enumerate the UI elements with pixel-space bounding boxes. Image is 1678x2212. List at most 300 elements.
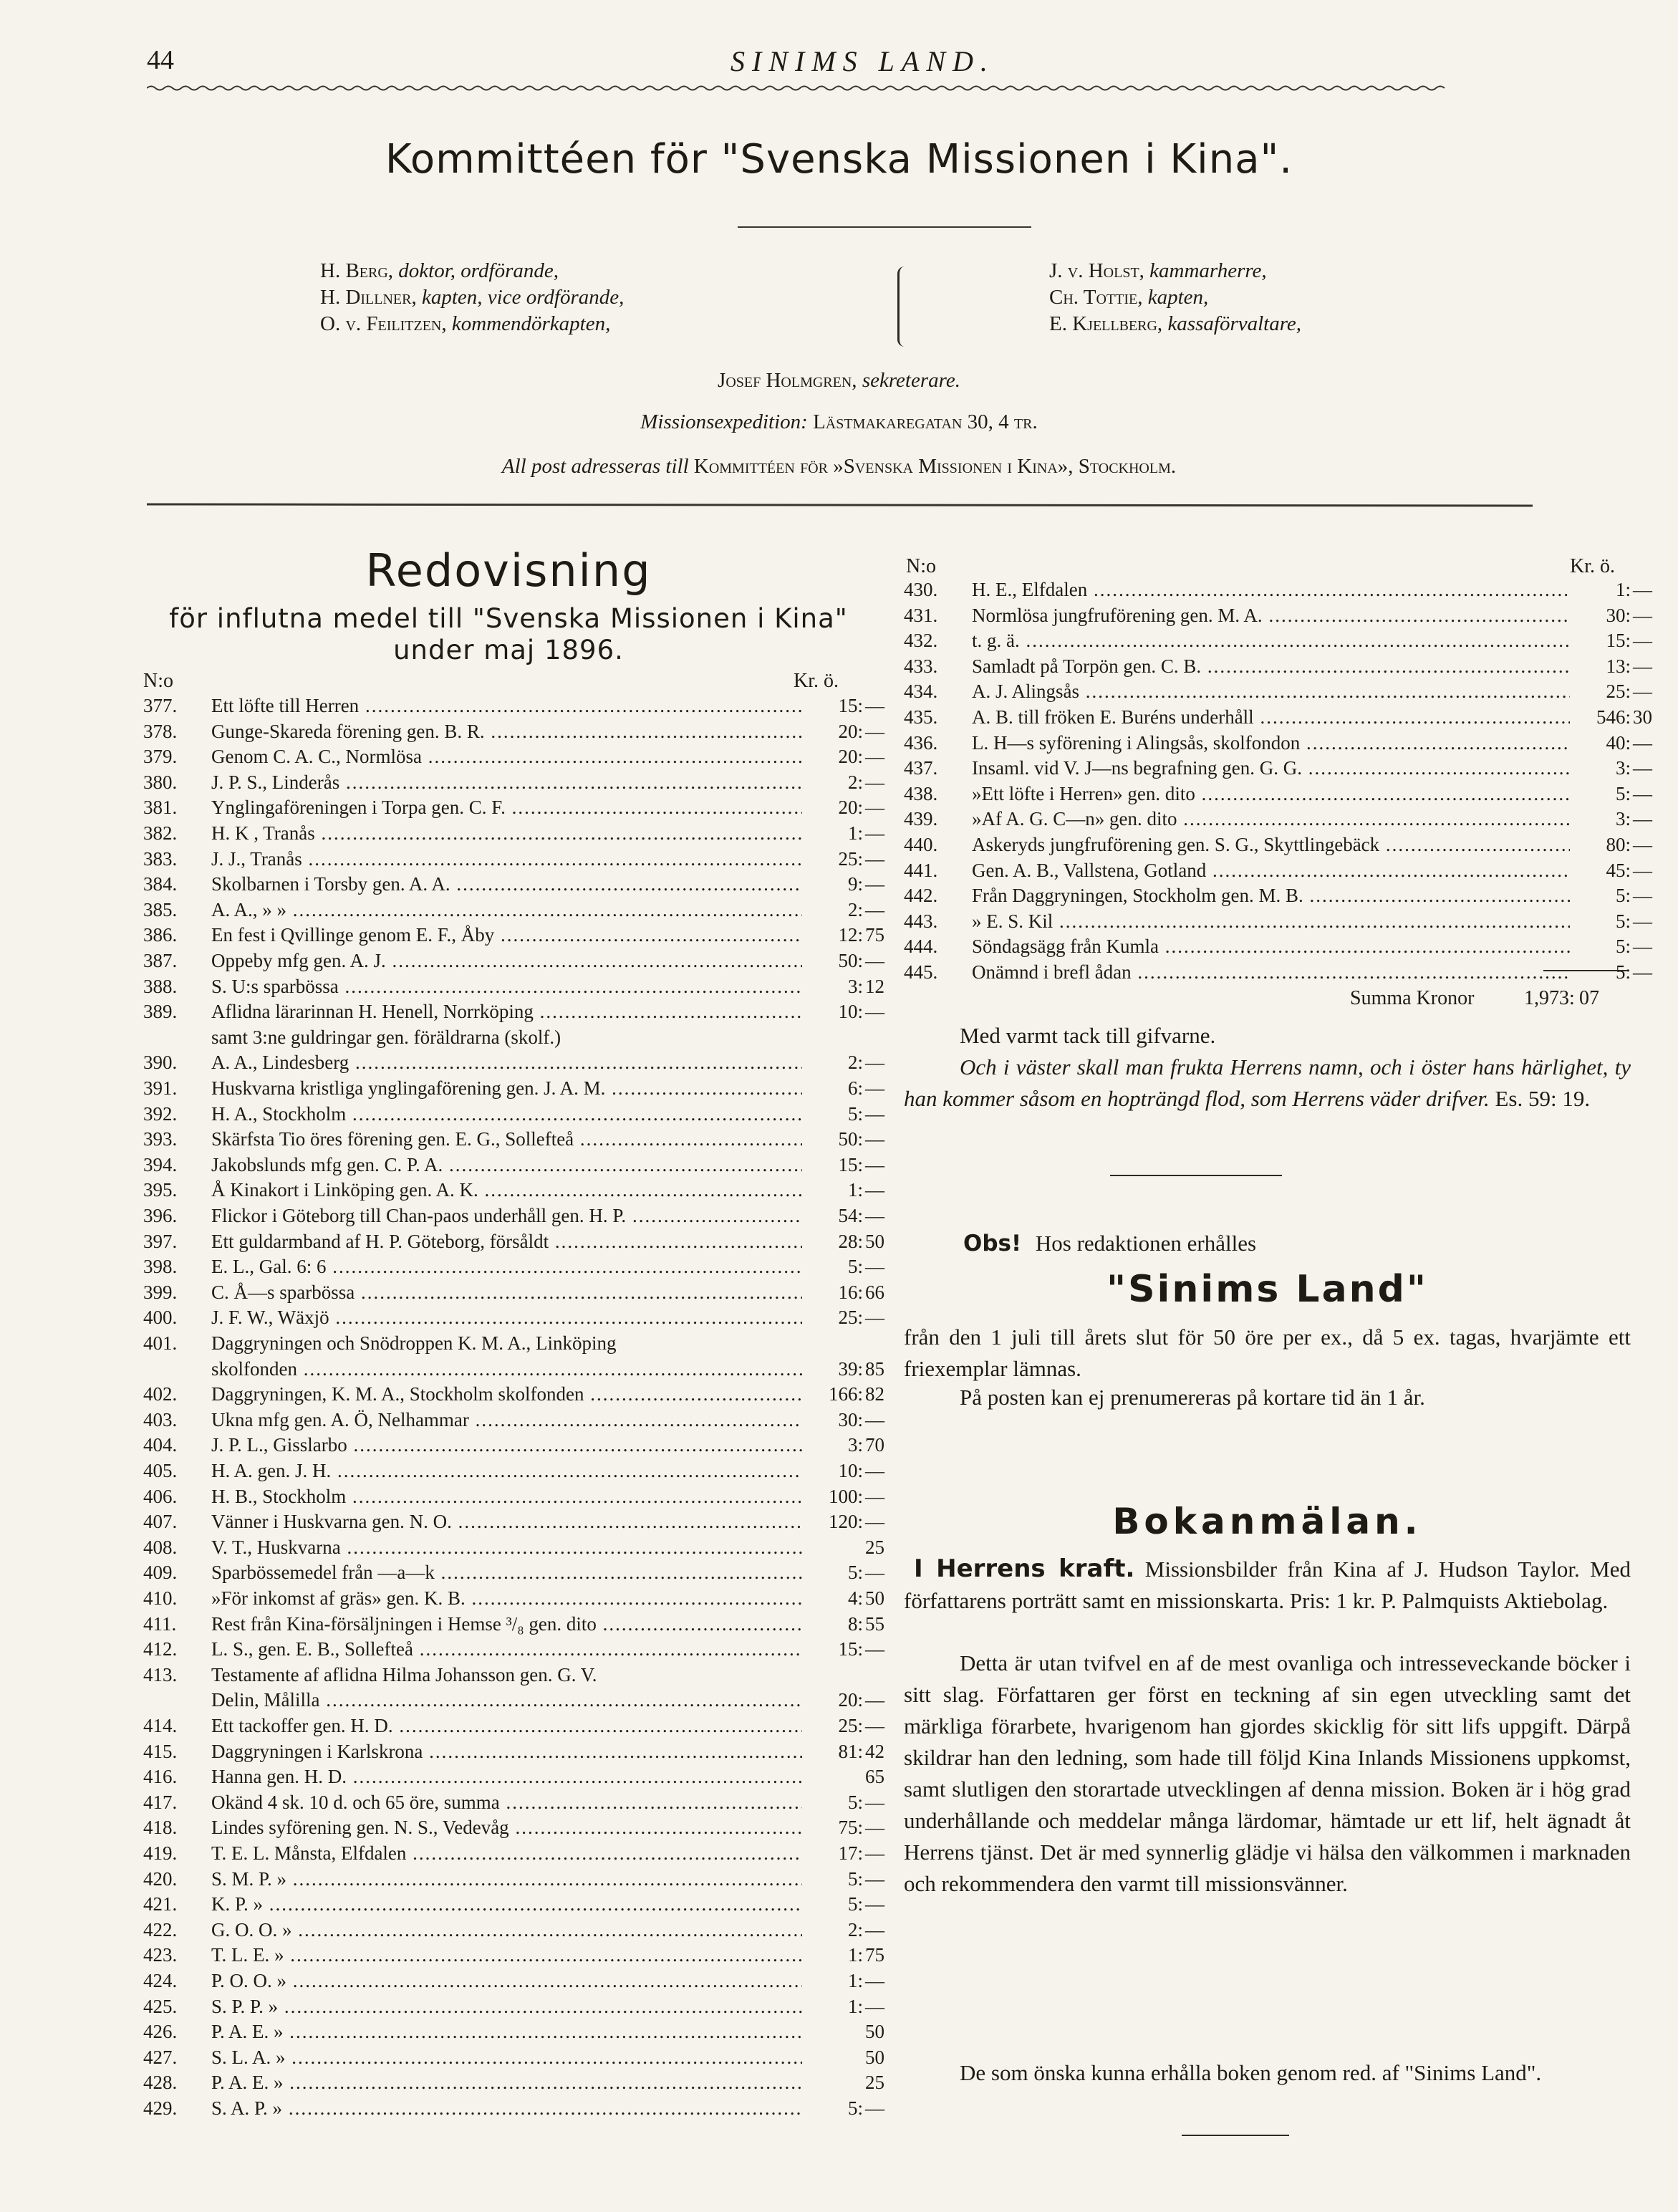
row-number: 433. — [904, 655, 938, 677]
row-description: J. F. W., Wäxjö ..... — [211, 1307, 802, 1329]
row-ore: 85 — [865, 1357, 884, 1380]
row-description: P. A. E. » ..... — [211, 2072, 802, 2094]
row-number: 379. — [143, 746, 178, 768]
row-kronor: 5: — [847, 1102, 863, 1125]
row-ore: — — [1633, 579, 1652, 600]
row-description: L. S., gen. E. B., Sollefteå ..... — [211, 1638, 802, 1660]
row-description: A. B. till fröken E. Buréns underhåll ..... — [972, 706, 1570, 728]
row-description: Ett löfte till Herren ..... — [211, 695, 802, 717]
row-kronor: 25: — [1606, 681, 1631, 703]
contribution-row — [904, 859, 1652, 884]
contribution-row — [143, 1332, 867, 1357]
row-number: 383. — [143, 847, 178, 870]
row-description: H. B., Stockholm ..... — [211, 1486, 802, 1508]
row-kronor: 5: — [1615, 885, 1631, 907]
row-kronor: 6: — [847, 1077, 863, 1099]
row-number: 419. — [143, 1842, 178, 1864]
contribution-row — [143, 1511, 884, 1535]
contribution-row — [904, 604, 1652, 629]
row-number: 442. — [904, 885, 938, 907]
row-number: 413. — [143, 1663, 178, 1686]
row-number: 415. — [143, 1740, 178, 1762]
row-kronor: 5: — [847, 1893, 863, 1915]
row-ore: 25 — [865, 1536, 884, 1558]
row-ore: — — [1633, 681, 1652, 703]
row-kronor: 75: — [838, 1817, 863, 1839]
row-kronor: 5: — [847, 1562, 863, 1584]
row-ore: — — [865, 771, 884, 793]
row-ore: — — [865, 1867, 884, 1890]
member-row — [320, 284, 624, 311]
row-description: Genom C. A. C., Normlösa ..... — [211, 746, 802, 768]
row-description: Samladt på Torpön gen. C. B. ..... — [972, 655, 1570, 678]
row-description: Delin, Målilla ..... — [211, 1689, 802, 1711]
contribution-row — [904, 885, 1652, 909]
member-role: kapten, — [1147, 286, 1209, 309]
row-description: T. E. L. Månsta, Elfdalen ..... — [211, 1842, 802, 1865]
contribution-row — [143, 1153, 884, 1178]
row-number: 417. — [143, 1791, 178, 1813]
contribution-row — [143, 1970, 884, 1994]
row-kronor: 20: — [838, 797, 863, 819]
row-description: J. P. L., Gisslarbo ..... — [211, 1434, 802, 1456]
row-kronor: 2: — [847, 1052, 863, 1074]
row-description: Jakobslunds mfg gen. C. P. A. ..... — [211, 1154, 802, 1176]
row-number: 384. — [143, 873, 178, 895]
row-description: Ynglingaföreningen i Torpa gen. C. F. ..... — [211, 797, 802, 819]
sum-kr: 1,973: — [1524, 987, 1575, 1009]
row-number: 404. — [143, 1434, 178, 1456]
contribution-row — [143, 975, 884, 1000]
row-description: Ett tackoffer gen. H. D. ..... — [211, 1715, 802, 1737]
row-kronor: 100: — [828, 1485, 863, 1507]
row-ore: — — [865, 1511, 884, 1533]
row-ore: 50 — [865, 1230, 884, 1252]
redovisning-title: Redovisning — [365, 544, 652, 597]
row-kronor: 1: — [847, 1944, 863, 1966]
row-number: 391. — [143, 1077, 178, 1099]
row-number: 400. — [143, 1307, 178, 1329]
row-number: 422. — [143, 1918, 178, 1941]
row-number: 431. — [904, 604, 938, 626]
quote-divider — [1110, 1175, 1282, 1176]
row-number: 406. — [143, 1485, 178, 1507]
row-description: samt 3:ne guldringar gen. föräldrarna (skolf.) — [211, 1026, 561, 1048]
member-name: H. Berg, — [320, 259, 394, 282]
row-kronor: 4: — [847, 1587, 863, 1609]
row-kronor: 5: — [847, 1791, 863, 1813]
contribution-row — [904, 757, 1652, 782]
row-ore: — — [865, 1102, 884, 1125]
row-ore: 50 — [865, 2021, 884, 2043]
row-kronor: 15: — [838, 695, 863, 716]
secretary-role: sekreterare. — [862, 369, 960, 392]
member-row — [320, 311, 624, 337]
row-ore: — — [865, 1460, 884, 1481]
contribution-row — [143, 720, 884, 745]
committee-right-members — [1049, 258, 1301, 337]
row-description: H. A. gen. J. H. ..... — [211, 1460, 802, 1482]
row-description: Huskvarna kristliga ynglingaförening gen. J. A. M. ..... — [211, 1077, 802, 1100]
row-ore: — — [1633, 910, 1652, 932]
row-description: T. L. E. » ..... — [211, 1944, 802, 1966]
row-description: S. P. P. » ..... — [211, 1996, 802, 2018]
row-ore: — — [1633, 782, 1652, 804]
row-ore: — — [865, 898, 884, 920]
row-description: Onämnd i brefl ådan ..... — [972, 961, 1570, 984]
row-number: 441. — [904, 859, 938, 881]
contribution-row — [143, 2046, 884, 2071]
row-kronor: 28: — [838, 1230, 863, 1252]
member-row — [1049, 311, 1301, 337]
header-wavy-rule — [147, 85, 1533, 92]
row-kronor: 45: — [1606, 859, 1631, 881]
obs-magazine-title: "Sinims Land" — [1106, 1268, 1428, 1311]
row-number: 395. — [143, 1179, 178, 1201]
row-kronor: 50: — [838, 950, 863, 971]
contribution-row — [143, 1052, 884, 1076]
contribution-row — [904, 630, 1652, 654]
row-ore: — — [865, 950, 884, 971]
row-description: S. A. P. » ..... — [211, 2097, 802, 2120]
book-order-paragraph: De som önska kunna erhålla boken genom red. af "Sinims Land". — [960, 2060, 1542, 2085]
row-description: »Ett löfte i Herren» gen. dito ..... — [972, 783, 1570, 805]
row-description: H. A., Stockholm ..... — [211, 1103, 802, 1125]
row-number: 386. — [143, 924, 178, 946]
contribution-row — [143, 1383, 884, 1408]
contribution-row — [143, 847, 884, 872]
row-number: 444. — [904, 936, 938, 958]
row-ore: — — [1633, 630, 1652, 652]
contribution-row — [143, 1867, 884, 1893]
row-kronor: 2: — [847, 898, 863, 920]
row-number: 387. — [143, 950, 178, 971]
contribution-row — [143, 1230, 884, 1255]
sum-ore: 07 — [1579, 987, 1599, 1009]
row-ore: — — [865, 847, 884, 870]
contribution-row — [143, 1587, 884, 1612]
contribution-row — [143, 1485, 884, 1510]
row-number: 438. — [904, 782, 938, 804]
row-ore: — — [1633, 961, 1652, 983]
row-ore: 50 — [865, 1587, 884, 1609]
row-kronor: 5: — [1615, 936, 1631, 958]
obs-label: Obs! — [963, 1231, 1022, 1256]
contribution-row — [143, 1281, 884, 1306]
contribution-row — [904, 579, 1652, 603]
contribution-row — [143, 1842, 884, 1867]
row-kronor: 3: — [847, 1434, 863, 1456]
row-description: Söndagsägg från Kumla ..... — [972, 936, 1570, 958]
member-name: Ch. Tottie, — [1049, 286, 1143, 309]
expedition-line — [0, 410, 1678, 434]
row-number: 421. — [143, 1893, 178, 1915]
row-number: 435. — [904, 706, 938, 728]
contribution-row — [143, 1562, 884, 1586]
member-name: H. Dillner, — [320, 286, 417, 309]
contribution-row — [143, 1766, 884, 1790]
row-number: 434. — [904, 681, 938, 703]
subtitle-line-2: under maj 1896. — [393, 635, 624, 665]
obs-line — [963, 1231, 1256, 1256]
row-number: 437. — [904, 757, 938, 779]
row-number: 403. — [143, 1408, 178, 1430]
row-ore: — — [865, 1205, 884, 1226]
row-description: t. g. ä. ..... — [972, 630, 1570, 652]
contribution-row — [904, 834, 1652, 858]
row-number: 381. — [143, 797, 178, 819]
row-ore: — — [865, 1408, 884, 1430]
row-ore: — — [1633, 885, 1652, 907]
row-kronor: 12: — [838, 924, 863, 946]
row-number: 401. — [143, 1332, 178, 1354]
row-kronor: 166: — [828, 1383, 863, 1405]
row-number: 396. — [143, 1205, 178, 1226]
row-kronor: 25: — [838, 847, 863, 870]
row-kronor: 30: — [1606, 604, 1631, 626]
row-description: Daggryningen i Karlskrona ..... — [211, 1741, 802, 1763]
row-kronor: 2: — [847, 1918, 863, 1941]
row-number: 377. — [143, 695, 178, 716]
member-role: kommendörkapten, — [451, 312, 611, 335]
contribution-row — [143, 1995, 884, 2020]
sum-underline — [1543, 970, 1629, 971]
row-number: 392. — [143, 1102, 178, 1125]
row-kronor: 3: — [847, 975, 863, 997]
row-description: H. E., Elfdalen ..... — [972, 579, 1570, 601]
member-role: kapten, vice ordförande, — [421, 286, 625, 309]
row-description: S. M. P. » ..... — [211, 1868, 802, 1890]
row-number: 420. — [143, 1867, 178, 1890]
row-ore: — — [1633, 757, 1652, 779]
row-kronor: 5: — [1615, 910, 1631, 932]
row-ore: 65 — [865, 1766, 884, 1788]
row-number: 390. — [143, 1052, 178, 1074]
book-title: I Herrens kraft. — [914, 1554, 1135, 1583]
row-ore: — — [865, 1562, 884, 1584]
row-ore: — — [865, 1970, 884, 1991]
post-address: Kommittéen för »Svenska Missionen i Kina», Stockholm. — [693, 455, 1177, 478]
row-description: J. P. S., Linderås ..... — [211, 771, 802, 794]
committee-title: Kommittéen för "Svenska Missionen i Kina". — [385, 136, 1293, 183]
page-number: 44 — [147, 45, 174, 75]
left-col-no-header: N:o — [143, 670, 173, 692]
contribution-row — [143, 1664, 867, 1688]
left-col-kr-header: Kr. ö. — [794, 670, 839, 692]
row-kronor: 16: — [838, 1281, 863, 1303]
row-description: Från Daggryningen, Stockholm gen. M. B. ..... — [972, 885, 1570, 907]
row-description: Daggryningen och Snödroppen K. M. A., Linköping — [211, 1332, 617, 1354]
row-number: 405. — [143, 1460, 178, 1481]
row-ore: — — [1633, 655, 1652, 677]
row-ore: — — [865, 1052, 884, 1074]
row-number: 398. — [143, 1256, 178, 1278]
contribution-row — [904, 655, 1652, 680]
row-kronor: 80: — [1606, 834, 1631, 855]
contribution-row — [143, 2097, 884, 2122]
row-kronor: 17: — [838, 1842, 863, 1864]
contribution-row — [904, 681, 1652, 705]
contribution-row — [143, 822, 884, 847]
row-number: 430. — [904, 579, 938, 600]
row-description: Daggryningen, K. M. A., Stockholm skolfonden ..... — [211, 1383, 802, 1405]
contribution-row — [904, 961, 1652, 986]
row-number: 424. — [143, 1970, 178, 1991]
row-description: Oppeby mfg gen. A. J. ..... — [211, 950, 802, 972]
row-description: »För inkomst af gräs» gen. K. B. ..... — [211, 1587, 802, 1610]
contribution-row — [143, 1740, 884, 1765]
row-kronor: 120: — [828, 1511, 863, 1533]
row-number: 382. — [143, 822, 178, 844]
row-ore: — — [865, 822, 884, 844]
contribution-row — [143, 873, 884, 898]
row-kronor: 39: — [838, 1357, 863, 1380]
row-description: Ett guldarmband af H. P. Göteborg, försåldt ..... — [211, 1231, 802, 1253]
right-col-no-header: N:o — [906, 555, 936, 577]
contribution-row — [904, 706, 1652, 731]
row-number: 393. — [143, 1128, 178, 1150]
row-description: Skärfsta Tio öres förening gen. E. G., Sollefteå ..... — [211, 1128, 802, 1150]
row-kronor: 9: — [847, 873, 863, 895]
obs-paragraph: från den 1 juli till årets slut för 50 öre per ex., då 5 ex. tagas, hvarjämte ett friexemplar lämnas. — [904, 1324, 1631, 1381]
contribution-row — [904, 731, 1652, 756]
row-kronor: 1: — [847, 1179, 863, 1201]
row-number: 426. — [143, 2021, 178, 2043]
post-label: All post adresseras till — [501, 455, 689, 478]
contribution-row — [143, 1612, 884, 1638]
row-ore: — — [865, 797, 884, 819]
row-ore: 82 — [865, 1383, 884, 1405]
row-ore: 25 — [865, 2072, 884, 2094]
contribution-row — [143, 2021, 884, 2045]
contribution-row — [143, 1102, 884, 1127]
row-number: 427. — [143, 2046, 178, 2068]
contribution-row — [143, 1179, 884, 1203]
contribution-row — [143, 1460, 884, 1484]
member-role: kassaförvaltare, — [1167, 312, 1302, 335]
row-ore: — — [865, 720, 884, 742]
row-description: S. L. A. » ..... — [211, 2047, 802, 2069]
member-row — [320, 258, 624, 284]
row-kronor: 5: — [847, 2097, 863, 2119]
member-name: O. v. Feilitzen, — [320, 312, 447, 335]
end-divider — [1182, 2135, 1289, 2136]
row-ore: 30 — [1633, 706, 1652, 728]
row-description: V. T., Huskvarna ..... — [211, 1537, 802, 1559]
quote-reference: Es. 59: 19. — [1495, 1086, 1591, 1111]
row-number: 407. — [143, 1511, 178, 1533]
row-ore: — — [865, 1001, 884, 1023]
row-ore: — — [865, 1128, 884, 1150]
row-description: Å Kinakort i Linköping gen. A. K. ..... — [211, 1179, 802, 1201]
row-ore: — — [865, 1918, 884, 1941]
row-description: Askeryds jungfruförening gen. S. G., Skyttlingebäck ..... — [972, 834, 1570, 856]
contribution-row — [143, 1434, 884, 1458]
row-number: 412. — [143, 1638, 178, 1660]
contribution-row — [904, 782, 1652, 807]
quote-text: Och i väster skall man frukta Herrens namn, och i öster hans härlighet, ty han kommer såsom en hopträngd flod, som Herrens väder drifver. — [904, 1054, 1631, 1111]
row-ore: — — [865, 2097, 884, 2119]
row-number: 410. — [143, 1587, 178, 1609]
row-ore: — — [865, 1995, 884, 2017]
row-kronor: 2: — [847, 771, 863, 793]
running-title: SINIMS LAND. — [730, 45, 995, 77]
row-description: Skolbarnen i Torsby gen. A. A. ..... — [211, 873, 802, 895]
row-number: 428. — [143, 2072, 178, 2094]
row-description: Gunge-Skareda förening gen. B. R. ..... — [211, 721, 802, 743]
row-ore: — — [1633, 936, 1652, 958]
row-number: 380. — [143, 771, 178, 793]
row-ore: — — [1633, 834, 1652, 855]
contribution-row — [143, 2072, 884, 2096]
secretary-line — [0, 369, 1678, 393]
subtitle-line-1: för influtna medel till "Svenska Missionen i Kina" — [169, 603, 848, 634]
row-ore: — — [865, 1077, 884, 1099]
redovisning-subtitle — [140, 603, 877, 666]
row-kronor: 25: — [838, 1307, 863, 1329]
row-number: 443. — [904, 910, 938, 932]
row-description: Hanna gen. H. D. ..... — [211, 1766, 802, 1788]
secretary-name: Josef Holmgren, — [718, 369, 857, 392]
member-row — [1049, 258, 1301, 284]
row-description: A. A., » » ..... — [211, 899, 802, 921]
row-number: 389. — [143, 1001, 178, 1023]
row-ore: 42 — [865, 1740, 884, 1762]
row-kronor: 1: — [847, 1995, 863, 2017]
member-row — [1049, 284, 1301, 311]
row-ore: — — [865, 1485, 884, 1507]
contribution-row — [143, 1256, 884, 1280]
member-name: J. v. Holst, — [1049, 259, 1144, 282]
row-description: L. H—s syförening i Alingsås, skolfondon ..... — [972, 732, 1570, 754]
row-description: » E. S. Kil ..... — [972, 910, 1570, 933]
row-number: 408. — [143, 1536, 178, 1558]
row-ore: 66 — [865, 1281, 884, 1303]
row-kronor: 5: — [1615, 782, 1631, 804]
contribution-row — [143, 950, 884, 974]
row-number: 432. — [904, 630, 938, 652]
row-description: »Af A. G. C—n» gen. dito ..... — [972, 808, 1570, 830]
contribution-row — [143, 1893, 884, 1918]
row-description: Insaml. vid V. J—ns begrafning gen. G. G. ..... — [972, 757, 1570, 779]
book-review-paragraph: Detta är utan tvifvel en af de mest ovanliga och intresseveckande böcker i sitt slag. Författaren ger först en teckning af sin egen utveckling samt det märkliga förarbete, hvarigenom han gjordes skicklig för sitt lifs uppgift. Därpå skildrar han den ledning, som hade till följd Kina Inlands Missionens uppkomst, samt slutligen den storartade utvecklingen af denna mission. Boken är i hög grad underhållande och meddelar många lärdomar, hämtade ur ett lif, helt ägnadt åt Herrens tjänst. Det är med synnerlig glädje vi hälsa den välkommen i marknaden och rekommendera den varmt till missionsvänner. — [904, 1650, 1631, 1896]
contribution-row — [143, 1357, 884, 1382]
row-kronor: 81: — [838, 1740, 863, 1762]
row-ore: 55 — [865, 1612, 884, 1635]
row-description: A. A., Lindesberg ..... — [211, 1052, 802, 1074]
row-number: 445. — [904, 961, 938, 983]
scripture-quote — [904, 1052, 1631, 1115]
contribution-row — [143, 1128, 884, 1153]
row-description: G. O. O. » ..... — [211, 1919, 802, 1941]
row-ore: — — [865, 1256, 884, 1278]
row-kronor: 15: — [838, 1153, 863, 1175]
row-number: 409. — [143, 1562, 178, 1584]
row-number: 425. — [143, 1995, 178, 2017]
contribution-row — [904, 910, 1652, 935]
row-number: 423. — [143, 1944, 178, 1966]
row-ore: — — [1633, 604, 1652, 626]
row-description: S. U:s sparbössa ..... — [211, 976, 802, 998]
row-description: Ukna mfg gen. A. Ö, Nelhammar ..... — [211, 1409, 802, 1431]
row-ore: — — [865, 1307, 884, 1329]
book-entry — [904, 1553, 1631, 1617]
row-description: P. O. O. » ..... — [211, 1970, 802, 1992]
row-description: J. J., Tranås ..... — [211, 848, 802, 870]
row-kronor: 20: — [838, 720, 863, 742]
row-number: 418. — [143, 1817, 178, 1839]
row-ore: — — [865, 1817, 884, 1839]
